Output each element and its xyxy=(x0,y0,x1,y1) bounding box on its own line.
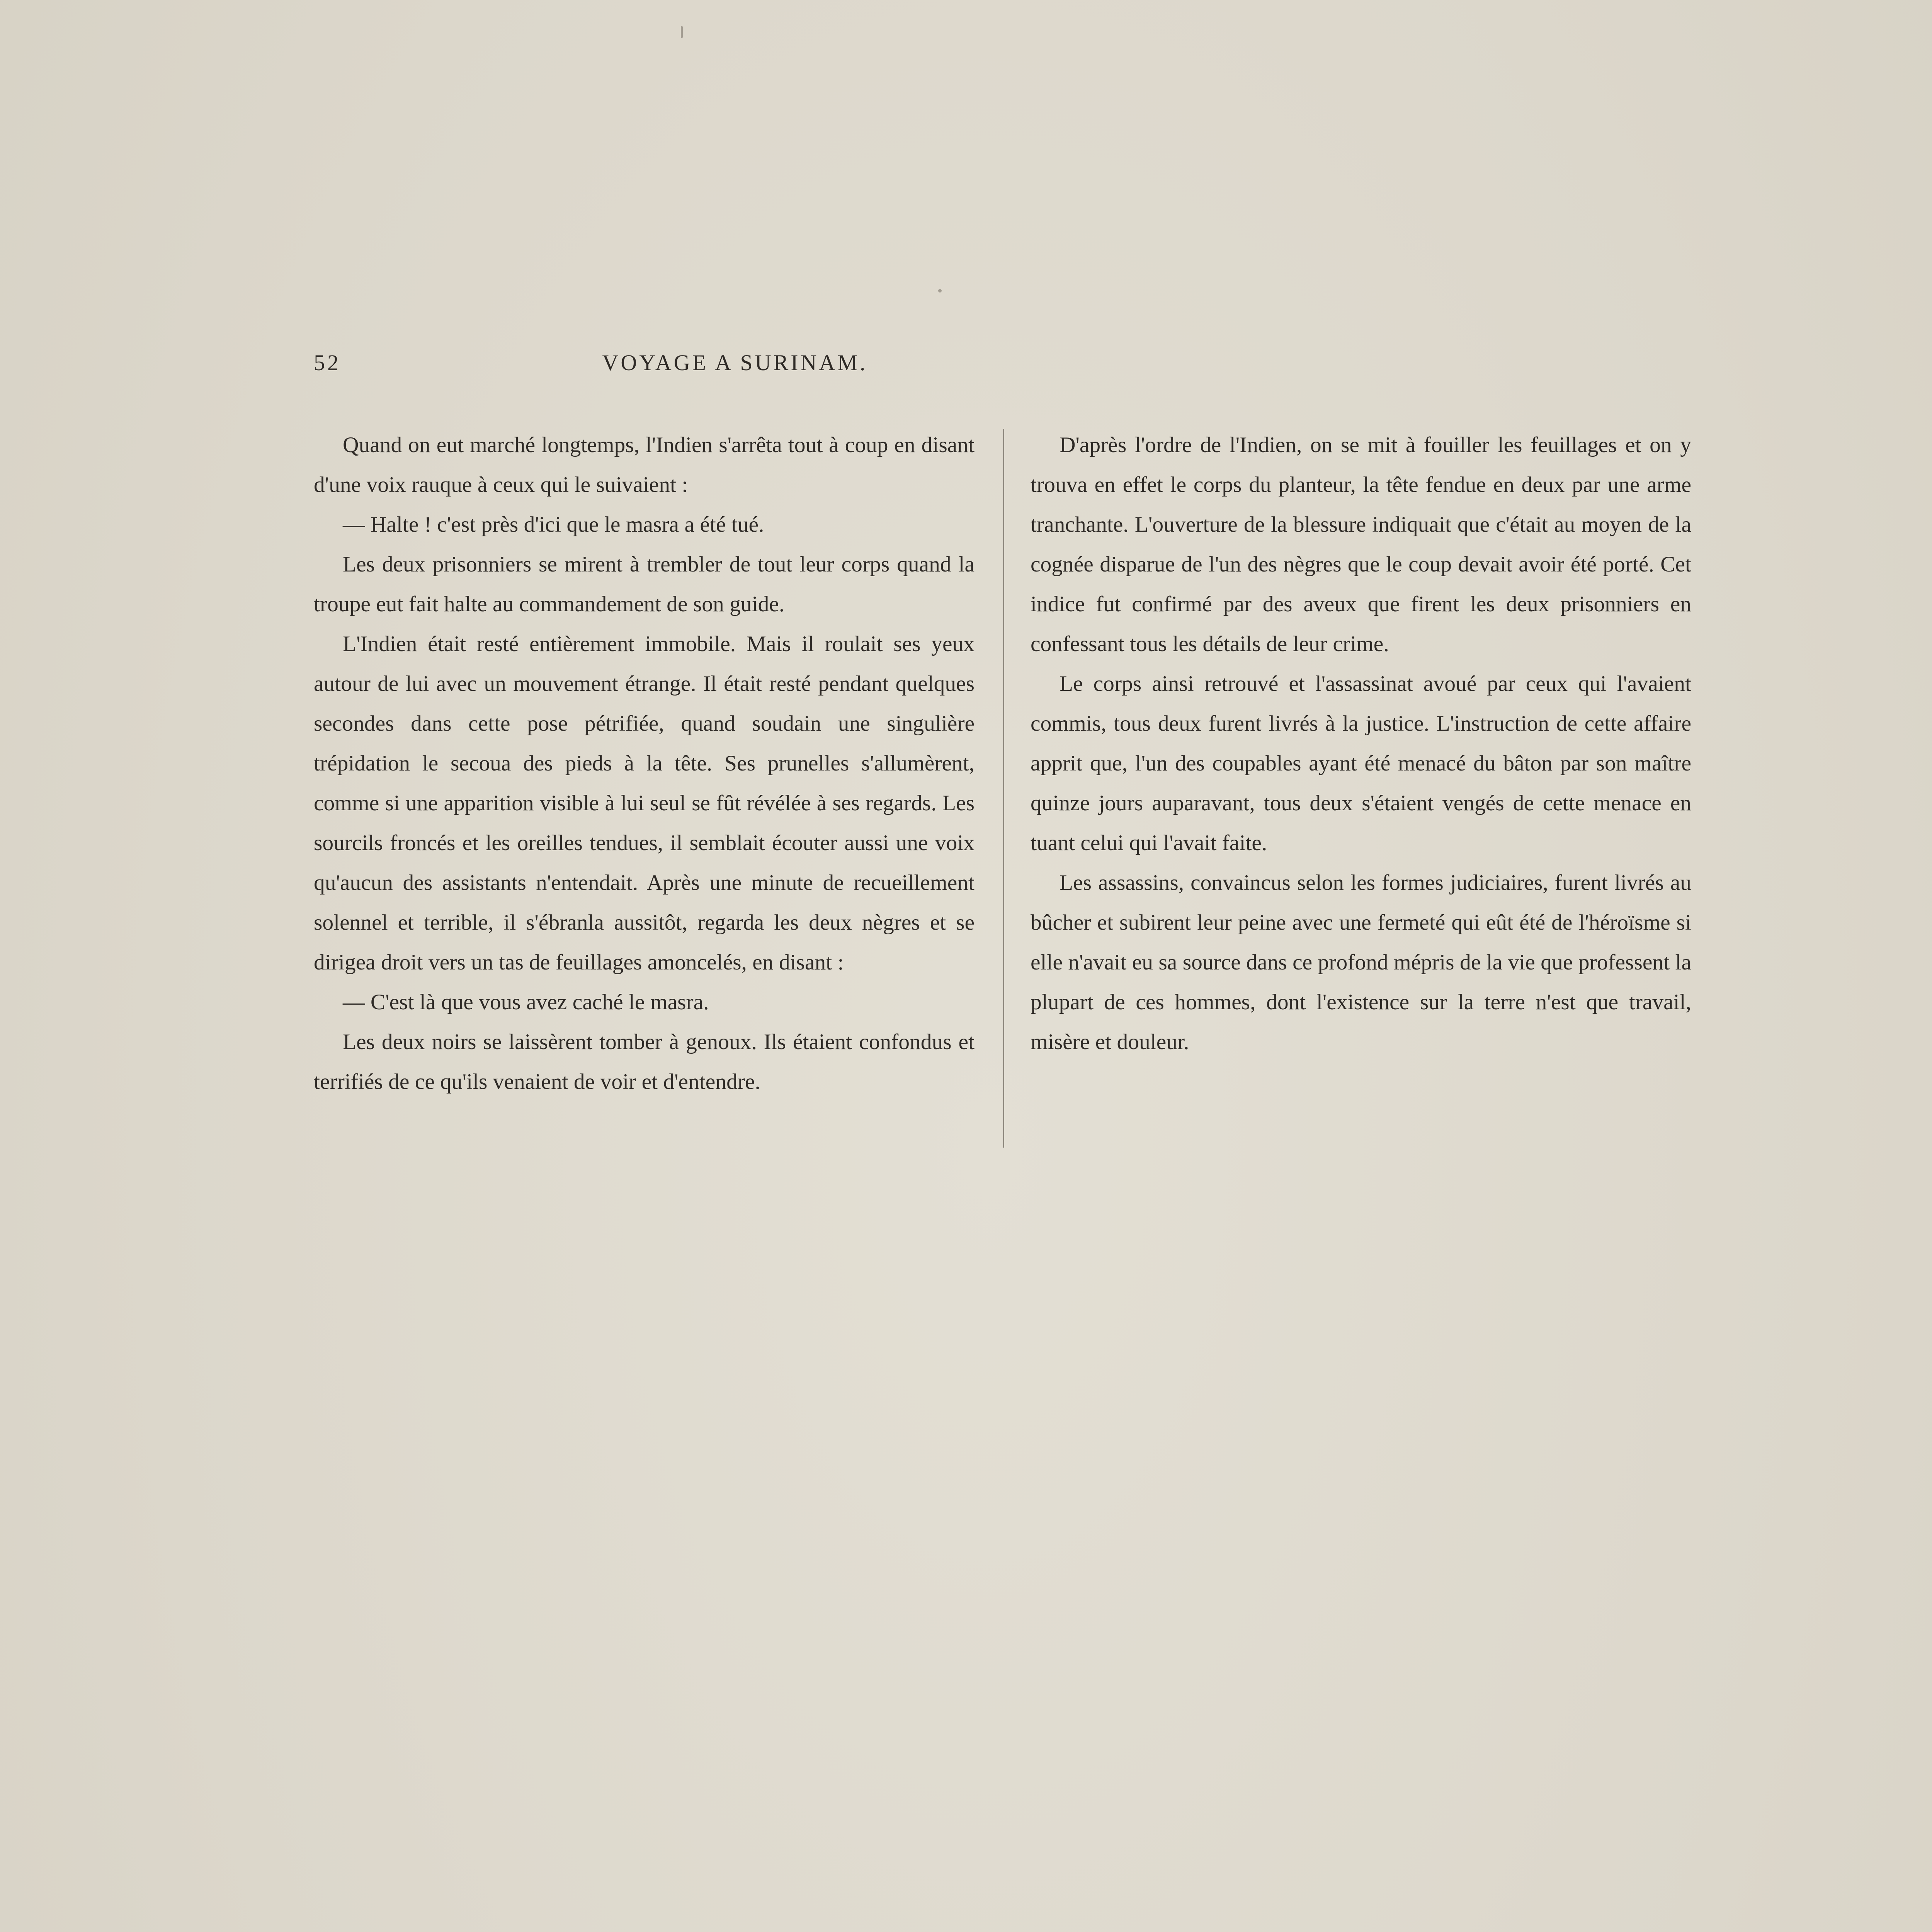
left-column xyxy=(314,425,975,1102)
paragraph: Le corps ainsi retrouvé et l'assassinat avoué par ceux qui l'avaient commis, tous deux furent livrés à la justice. L'instruction de cette affaire apprit que, l'un des coupables ayant été menacé du bâton par son maître quinze jours auparavant, tous deux s'étaient vengés de cette menace en tuant celui qui l'avait faite. xyxy=(1031,672,1691,855)
paragraph: — Halte ! c'est près d'ici que le masra a été tué. xyxy=(343,512,764,537)
paper-speck xyxy=(938,289,942,293)
page-number: 52 xyxy=(314,350,341,375)
page-header xyxy=(314,350,1156,381)
column-divider xyxy=(1003,429,1004,1148)
paragraph: D'après l'ordre de l'Indien, on se mit à fouiller les feuillages et on y trouva en effet le corps du planteur, la tête fendue en deux par une arme tranchante. L'ouverture de la blessure indiquait que c'était au moyen de la cognée disparue de l'un des nègres que le coup devait avoir été porté. Cet indice fut confirmé par des aveux que firent les deux prisonniers en confessant tous les détails de leur crime. xyxy=(1031,433,1691,656)
paragraph: — C'est là que vous avez caché le masra. xyxy=(343,990,709,1014)
paragraph: Les deux noirs se laissèrent tomber à genoux. Ils étaient confondus et terrifiés de ce qu'ils venaient de voir et d'entendre. xyxy=(314,1030,975,1094)
paper-speck xyxy=(681,26,683,38)
paragraph: Les deux prisonniers se mirent à trembler de tout leur corps quand la troupe eut fait halte au commandement de son guide. xyxy=(314,552,975,616)
paragraph: Les assassins, convaincus selon les formes judiciaires, furent livrés au bûcher et subirent leur peine avec une fermeté qui eût été de l'héroïsme si elle n'avait eu sa source dans ce profond mépris de la vie que professent la plupart de ces hommes, dont l'existence sur la terre n'est que travail, misère et douleur. xyxy=(1031,871,1691,1054)
right-column xyxy=(1031,425,1691,1062)
paragraph: Quand on eut marché longtemps, l'Indien s'arrêta tout à coup en disant d'une voix rauque à ceux qui le suivaient : xyxy=(314,433,975,497)
paragraph: L'Indien était resté entièrement immobile. Mais il roulait ses yeux autour de lui avec un mouvement étrange. Il était resté pendant quelques secondes dans cette pose pétrifiée, quand soudain une singulière trépidation le secoua des pieds à la tête. Ses prunelles s'allumèrent, comme si une apparition visible à lui seul se fût révélée à ses regards. Les sourcils froncés et les oreilles tendues, il semblait écouter aussi une voix qu'aucun des assistants n'entendait. Après une minute de recueillement solennel et terrible, il s'ébranla aussitôt, regarda les deux nègres et se dirigea droit vers un tas de feuillages amoncelés, en disant : xyxy=(314,632,975,975)
running-title: VOYAGE A SURINAM. xyxy=(602,350,868,375)
